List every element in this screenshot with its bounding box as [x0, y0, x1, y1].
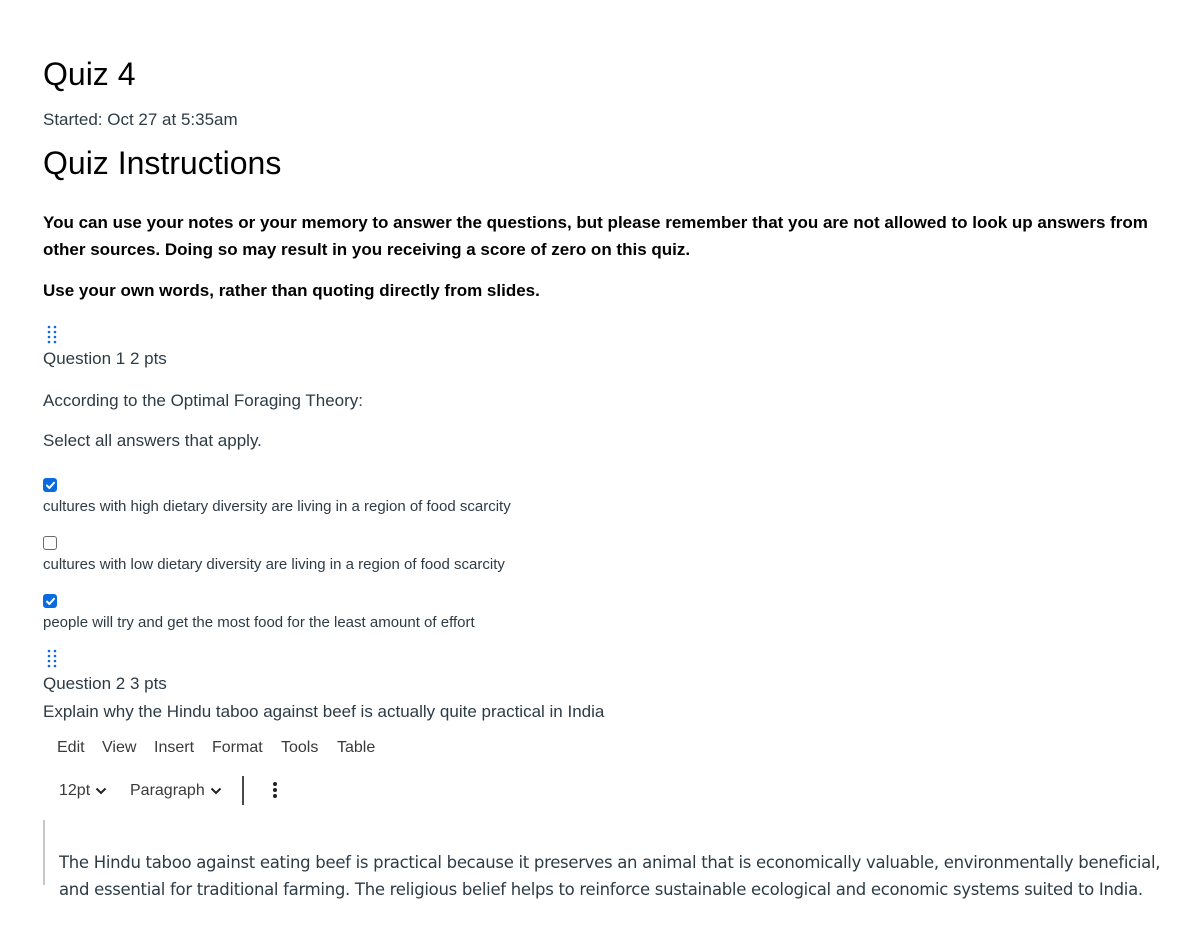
- block-format-dropdown[interactable]: [130, 781, 222, 801]
- essay-editor[interactable]: [43, 820, 1202, 899]
- chevron-down-icon: [210, 787, 222, 795]
- menu-insert[interactable]: Insert: [154, 739, 195, 756]
- chevron-down-icon: [95, 787, 107, 795]
- toolbar-separator: [242, 776, 244, 805]
- answer-label[interactable]: cultures with low dietary diversity are living in a region of food scarcity: [43, 556, 505, 573]
- answer-label[interactable]: people will try and get the most food for the least amount of effort: [43, 614, 475, 631]
- answer-label[interactable]: cultures with high dietary diversity are living in a region of food scarcity: [43, 498, 511, 515]
- drag-handle-icon[interactable]: [45, 324, 59, 344]
- instructions-paragraph: Use your own words, rather than quoting directly from slides.: [43, 281, 540, 300]
- question-hint: Select all answers that apply.: [43, 431, 262, 450]
- instructions-paragraph: You can use your notes or your memory to answer the questions, but please remember that you are not allowed to look up answers from other sources. Doing so may result in you receiving a score of zero on this quiz.: [43, 213, 1148, 259]
- font-size-dropdown[interactable]: [59, 781, 107, 801]
- menu-edit[interactable]: Edit: [57, 739, 85, 756]
- menu-format[interactable]: Format: [212, 739, 263, 756]
- menu-tools[interactable]: Tools: [281, 739, 319, 756]
- quiz-started-time: Started: Oct 27 at 5:35am: [43, 110, 238, 129]
- essay-line: The Hindu taboo against eating beef is practical because it preserves an animal that is economically valuable, environmentally beneficial,: [59, 853, 1161, 872]
- question-header: Question 2 3 pts: [43, 674, 167, 693]
- essay-line: and essential for traditional farming. The religious belief helps to reinforce sustainable ecological and economic systems suited to India.: [59, 880, 1143, 899]
- menu-view[interactable]: View: [102, 739, 137, 756]
- drag-handle-icon[interactable]: [45, 648, 59, 668]
- font-size-value: 12pt: [59, 782, 91, 799]
- question-prompt: According to the Optimal Foraging Theory:: [43, 391, 364, 410]
- answer-checkbox[interactable]: [43, 536, 57, 550]
- question-header: Question 1 2 pts: [43, 349, 167, 368]
- menu-table[interactable]: Table: [337, 739, 376, 756]
- instructions-heading: Quiz Instructions: [43, 145, 282, 181]
- essay-text[interactable]: [59, 849, 1199, 903]
- block-format-value: Paragraph: [130, 782, 205, 799]
- more-options-icon[interactable]: [268, 780, 282, 802]
- answer-checkbox[interactable]: [43, 478, 57, 492]
- answer-checkbox[interactable]: [43, 594, 57, 608]
- quiz-title: Quiz 4: [43, 56, 136, 92]
- question-prompt: Explain why the Hindu taboo against beef is actually quite practical in India: [43, 702, 605, 721]
